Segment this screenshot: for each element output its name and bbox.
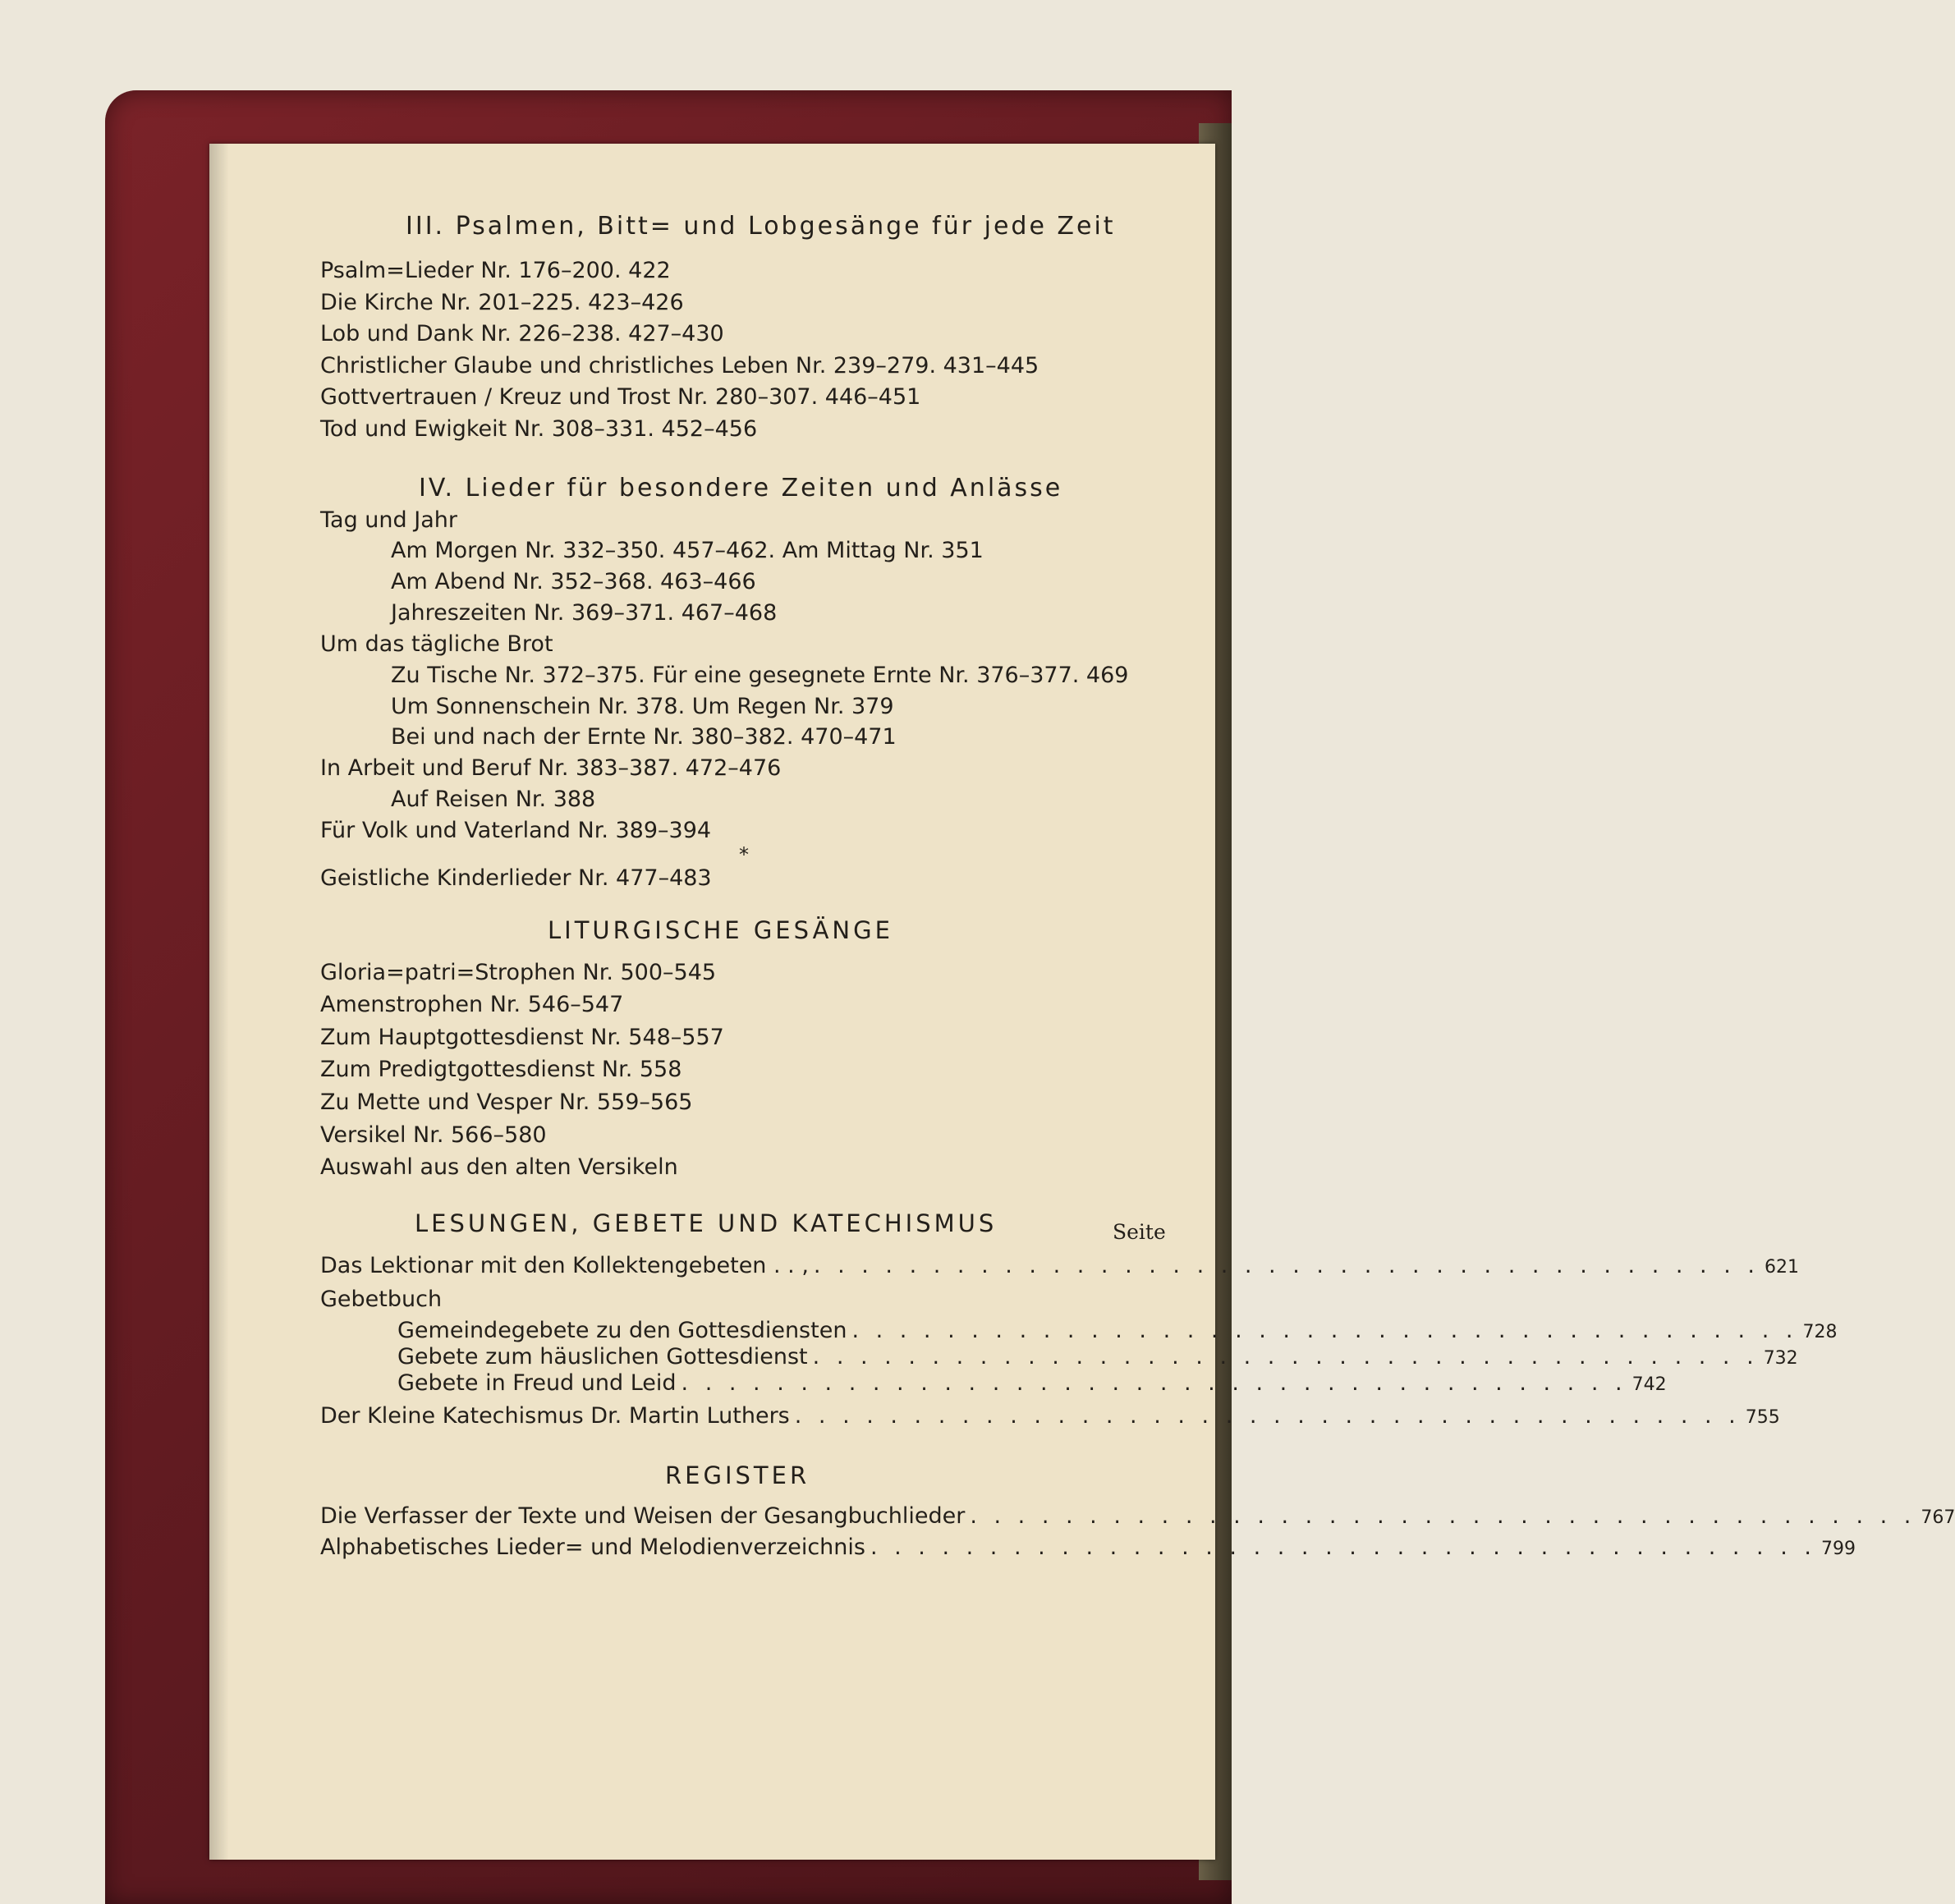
toc-row-label: Die Verfasser der Texte und Weisen der Gesangbuchlieder [320,1503,966,1529]
toc-entry: Bei und nach der Ernte Nr. 380–382. 470–471 [391,724,897,750]
toc-entry: Gloria=patri=Strophen Nr. 500–545 [320,960,717,985]
leader-dots: . . . . . . . . . . . . . . . . . . . . . . . . . . . . . . . . . . . . . . . . [970,1503,1916,1529]
toc-row-label: Gemeindegebete zu den Gottesdiensten [397,1318,847,1343]
toc-row-label: Gebete zum häuslichen Gottesdienst [397,1344,808,1370]
page-gutter-shadow [209,144,229,1860]
toc-entry: Zum Predigtgottesdienst Nr. 558 [320,1057,682,1082]
toc-entry: Jahreszeiten Nr. 369–371. 467–468 [391,600,778,626]
page-number: 755 [1745,1407,1780,1428]
toc-row-label: Alphabetisches Lieder= und Melodienverzeichnis [320,1535,865,1560]
toc-row [397,1316,1838,1346]
toc-row-label: Gebete in Freud und Leid [397,1370,677,1396]
toc-group-label: Um das tägliche Brot [320,631,553,657]
toc-entry: Um Sonnenschein Nr. 378. Um Regen Nr. 379 [391,694,894,719]
leader-dots: . . . . . . . . . . . . . . . . . . . . . . . . . . . . . . . . . . . . . . . . [794,1403,1741,1429]
toc-entry: In Arbeit und Beruf Nr. 383–387. 472–476 [320,755,782,781]
toc-row [320,1402,1780,1431]
toc-entry: Am Morgen Nr. 332–350. 457–462. Am Mittag Nr. 351 [391,538,984,563]
toc-entry: Gottvertrauen / Kreuz und Trost Nr. 280–307. 446–451 [320,384,921,410]
leader-dots: . . . . . . . . . . . . . . . . . . . . . . . . . . . . . . . . . . . . . . . . [870,1535,1816,1560]
toc-entry: Auswahl aus den alten Versikeln [320,1154,678,1180]
toc-entry: Am Abend Nr. 352–368. 463–466 [391,569,756,594]
toc-row [397,1369,1667,1398]
toc-group-label: Tag und Jahr [320,507,457,533]
leader-dots: . . . . . . . . . . . . . . . . . . . . . . . . . . . . . . . . . . . . . . . . [813,1253,1760,1278]
toc-entry: Tod und Ewigkeit Nr. 308–331. 452–456 [320,416,758,442]
toc-entry: Auf Reisen Nr. 388 [391,787,596,812]
liturgische-heading: LITURGISCHE GESÄNGE [548,916,893,944]
page-number: 799 [1820,1539,1856,1559]
toc-row-label: Der Kleine Katechismus Dr. Martin Luthers [320,1403,790,1429]
register-heading: REGISTER [665,1461,810,1489]
page-number: 621 [1764,1257,1799,1278]
lesungen-heading: LESUNGEN, GEBETE UND KATECHISMUS [415,1209,998,1237]
toc-row [320,1251,1799,1281]
leader-dots: . . . . . . . . . . . . . . . . . . . . . . . . . . . . . . . . . . . . . . . . [681,1370,1627,1396]
toc-row-label: Das Lektionar mit den Kollektengebeten . . , [320,1253,809,1278]
toc-entry: Für Volk und Vaterland Nr. 389–394 [320,818,712,843]
page-number: 767 [1921,1507,1955,1528]
toc-entry: Versikel Nr. 566–580 [320,1122,547,1148]
toc-entry: Zu Tische Nr. 372–375. Für eine gesegnete Ernte Nr. 376–377. 469 [391,663,1129,688]
page-number: 728 [1802,1322,1838,1342]
section-4-heading: IV. Lieder für besondere Zeiten und Anlässe [419,474,1063,502]
toc-entry: Geistliche Kinderlieder Nr. 477–483 [320,865,712,891]
leader-dots: . . . . . . . . . . . . . . . . . . . . . . . . . . . . . . . . . . . . . . . . [812,1344,1759,1370]
toc-entry: Amenstrophen Nr. 546–547 [320,992,624,1017]
section-3-heading: III. Psalmen, Bitt= und Lobgesänge für jede Zeit [406,212,1116,241]
leader-dots: . . . . . . . . . . . . . . . . . . . . . . . . . . . . . . . . . . . . . . . . [851,1318,1798,1343]
page-number: 732 [1763,1348,1798,1369]
seite-label: Seite [1113,1220,1166,1244]
toc-entry: Psalm=Lieder Nr. 176–200. 422 [320,258,671,283]
toc-entry: Die Kirche Nr. 201–225. 423–426 [320,290,684,315]
asterisk-divider: * [739,843,749,866]
toc-entry: Lob und Dank Nr. 226–238. 427–430 [320,321,724,346]
toc-group-label: Gebetbuch [320,1287,443,1312]
toc-entry: Zu Mette und Vesper Nr. 559–565 [320,1090,693,1115]
toc-row [320,1533,1856,1562]
toc-entry: Christlicher Glaube und christliches Leben Nr. 239–279. 431–445 [320,353,1039,379]
toc-row [320,1502,1955,1531]
page-number: 742 [1631,1374,1667,1395]
toc-row [397,1342,1798,1372]
toc-entry: Zum Hauptgottesdienst Nr. 548–557 [320,1025,724,1050]
